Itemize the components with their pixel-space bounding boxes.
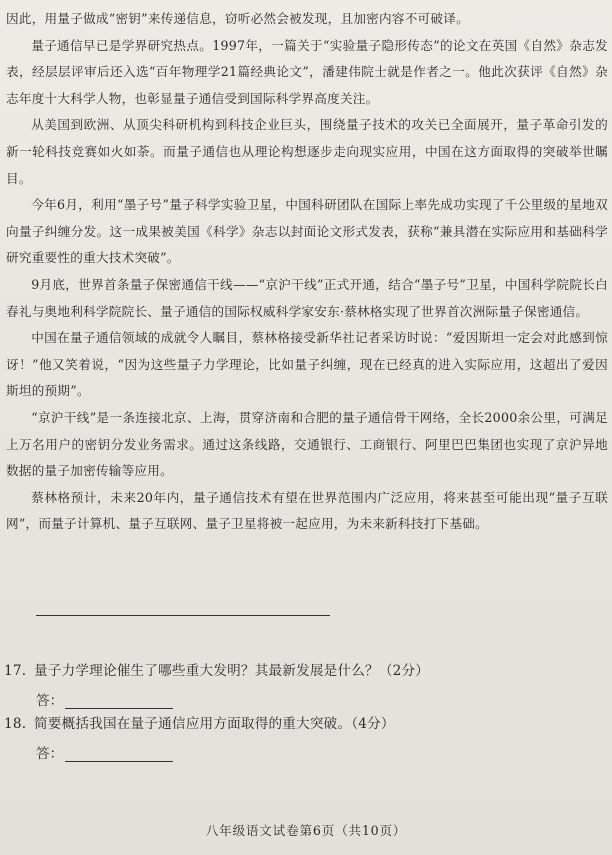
answer-17-blank[interactable] bbox=[65, 694, 173, 709]
answer-17 bbox=[36, 689, 173, 709]
reading-passage bbox=[6, 6, 608, 538]
passage-paragraph-3: 从美国到欧洲、从顶尖科研机构到科技企业巨头，围绕量子技术的攻关已全面展开，量子革命引发的新一轮科技竞赛如火如荼。而量子通信也从理论构想逐步走向现实应用，中国在这方面取得的突破举世瞩目。 bbox=[6, 117, 608, 186]
question-17-number: 17. bbox=[4, 663, 27, 679]
page-footer: 八年级语文试卷第6页（共10页） bbox=[205, 823, 407, 838]
question-17-text: 量子力学理论催生了哪些重大发明？其最新发展是什么？（2分） bbox=[34, 663, 430, 679]
passage-paragraph-7: “京沪干线”是一条连接北京、上海，贯穿济南和合肥的量子通信骨干网络，全长2000余公里，可满足上万名用户的密钥分发业务需求。通过这条线路，交通银行、工商银行、阿里巴巴集团也实现了京沪异地数据的量子加密传输等应用。 bbox=[6, 409, 608, 479]
passage-paragraph-4: 今年6月，利用“墨子号”量子科学实验卫星，中国科研团队在国际上率先成功实现了千公里级的星地双向量子纠缠分发。这一成果被美国《科学》杂志以封面论文形式发表，获称“兼具潜在实际应用和基础科学研究重要性的重大技术突破”。 bbox=[6, 197, 608, 266]
question-18-number: 18. bbox=[4, 716, 27, 732]
passage-paragraph-1: 因此，用量子做成“密钥”来传递信息，窃听必然会被发现，且加密内容不可破译。 bbox=[6, 11, 469, 26]
question-18 bbox=[4, 712, 395, 732]
passage-end-divider bbox=[36, 615, 330, 616]
answer-17-label: 答： bbox=[36, 693, 64, 709]
passage-paragraph-8: 蔡林格预计，未来20年内，量子通信技术有望在世界范围内广泛应用，将来甚至可能出现“量子互联网”，而量子计算机、量子互联网、量子卫星将被一起应用，为未来新科技打下基础。 bbox=[6, 489, 608, 532]
answer-18-label: 答： bbox=[36, 746, 64, 762]
passage-paragraph-6: 中国在量子通信领域的成就令人瞩目，蔡林格接受新华社记者采访时说：“爱因斯坦一定会对此感到惊讶！”他又笑着说，“因为这些量子力学理论，比如量子纠缠，现在已经真的进入实际应用，这超出了爱因斯坦的预期”。 bbox=[6, 330, 608, 399]
question-17 bbox=[4, 659, 429, 679]
question-18-text: 简要概括我国在量子通信应用方面取得的重大突破。（4分） bbox=[34, 716, 395, 732]
passage-paragraph-2: 量子通信早已是学界研究热点。1997年，一篇关于“实验量子隐形传态”的论文在英国《自然》杂志发表，经层层评审后还入选“百年物理学21篇经典论文”，潘建伟院士就是作者之一。他此次获评《自然》杂志年度十大科学人物，也彰显量子通信受到国际科学界高度关注。 bbox=[6, 37, 608, 106]
passage-paragraph-5: 9月底，世界首条量子保密通信干线——“京沪干线”正式开通，结合“墨子号”卫星，中国科学院院长白春礼与奥地利科学院院长、量子通信的国际权威科学家安东·蔡林格实现了世界首次洲际量子保密通信。 bbox=[6, 276, 608, 319]
answer-18-blank[interactable] bbox=[65, 747, 173, 762]
answer-18 bbox=[36, 742, 173, 762]
